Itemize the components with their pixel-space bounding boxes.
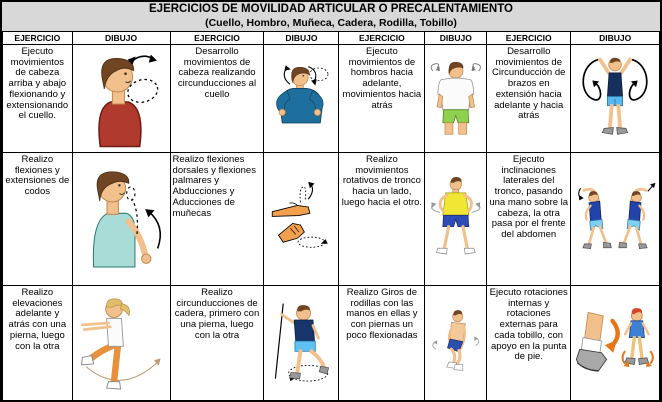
page-subtitle: (Cuello, Hombro, Muñeca, Cadera, Rodilla, Tobillo) xyxy=(205,16,457,29)
exercise-cell: Ejecuto movimientos de hombros hacia adelante, movimientos hacia atrás xyxy=(339,45,425,153)
exercise-cell: Realizo elevaciones adelante y atrás con una pierna, luego con la otra xyxy=(3,286,73,401)
drawing-cell xyxy=(264,45,339,153)
drawing-cell xyxy=(571,153,660,286)
shoulder-roll-drawing xyxy=(427,48,485,150)
drawing-cell xyxy=(425,45,487,153)
drawing-cell xyxy=(571,286,660,401)
exercise-cell: Realizo flexiones y extensiones de codos xyxy=(3,153,73,286)
drawing-cell xyxy=(264,286,339,401)
drawing-cell xyxy=(72,45,170,153)
column-header-ejercicio-3: EJERCICIO xyxy=(339,32,425,45)
exercise-cell: Desarrollo movimientos de cabeza realizando circunducciones al cuello xyxy=(170,45,264,153)
knee-circles-drawing xyxy=(427,289,485,398)
table-row xyxy=(3,286,660,401)
column-header-dibujo-4: DIBUJO xyxy=(571,32,660,45)
exercise-cell: Realizo flexiones dorsales y flexiones palmares y Abducciones y Aducciones de muñecas xyxy=(170,153,264,286)
exercise-cell: Desarrollo movimientos de Circunducción de brazos en extensión hacia adelante y hacia atrás xyxy=(487,45,571,153)
column-header-ejercicio-1: EJERCICIO xyxy=(3,32,73,45)
column-header-dibujo-3: DIBUJO xyxy=(425,32,487,45)
drawing-cell xyxy=(72,286,170,401)
drawing-cell xyxy=(264,153,339,286)
table-row xyxy=(3,153,660,286)
drawing-cell xyxy=(425,153,487,286)
header-row xyxy=(3,32,660,45)
ankle-rotation-drawing xyxy=(573,289,657,398)
exercise-cell: Realizo Giros de rodillas con las manos en ellas y con piernas un poco flexionadas xyxy=(339,286,425,401)
drawing-cell xyxy=(571,45,660,153)
trunk-rotation-drawing xyxy=(427,156,485,283)
leg-swing-drawing xyxy=(75,289,168,398)
page-title: EJERCICIOS DE MOVILIDAD ARTICULAR O PRECALENTAMIENTO xyxy=(149,3,513,15)
exercise-cell: Ejecuto movimientos de cabeza arriba y abajo flexionando y extensionando el cuello. xyxy=(3,45,73,153)
elbow-flexion-drawing xyxy=(75,156,168,283)
trunk-lateral-bend-drawing xyxy=(573,156,657,283)
exercise-cell: Realizo circunducciones de cadera, primero con una pierna, luego con la otra xyxy=(170,286,264,401)
drawing-cell xyxy=(72,153,170,286)
column-header-ejercicio-2: EJERCICIO xyxy=(170,32,264,45)
exercise-cell: Ejecuto inclinaciones laterales del tronco, pasando una mano sobre la cabeza, la otra pasa por el frente del abdomen xyxy=(487,153,571,286)
title-block xyxy=(2,2,660,31)
wrist-flexion-drawing xyxy=(266,156,336,283)
table-row xyxy=(3,45,660,153)
neck-circumduction-drawing xyxy=(266,48,336,150)
column-header-dibujo-2: DIBUJO xyxy=(264,32,339,45)
exercise-table xyxy=(2,31,660,401)
neck-flexion-drawing xyxy=(75,48,168,150)
column-header-dibujo-1: DIBUJO xyxy=(72,32,170,45)
arm-circles-drawing xyxy=(573,48,657,150)
exercise-cell: Realizo movimientos rotativos de tronco hacia un lado, luego hacia el otro. xyxy=(339,153,425,286)
exercise-cell: Ejecuto rotaciones internas y rotaciones externas para cada tobillo, con apoyo en la punta de pie. xyxy=(487,286,571,401)
column-header-ejercicio-4: EJERCICIO xyxy=(487,32,571,45)
hip-circumduction-drawing xyxy=(266,289,336,398)
drawing-cell xyxy=(425,286,487,401)
